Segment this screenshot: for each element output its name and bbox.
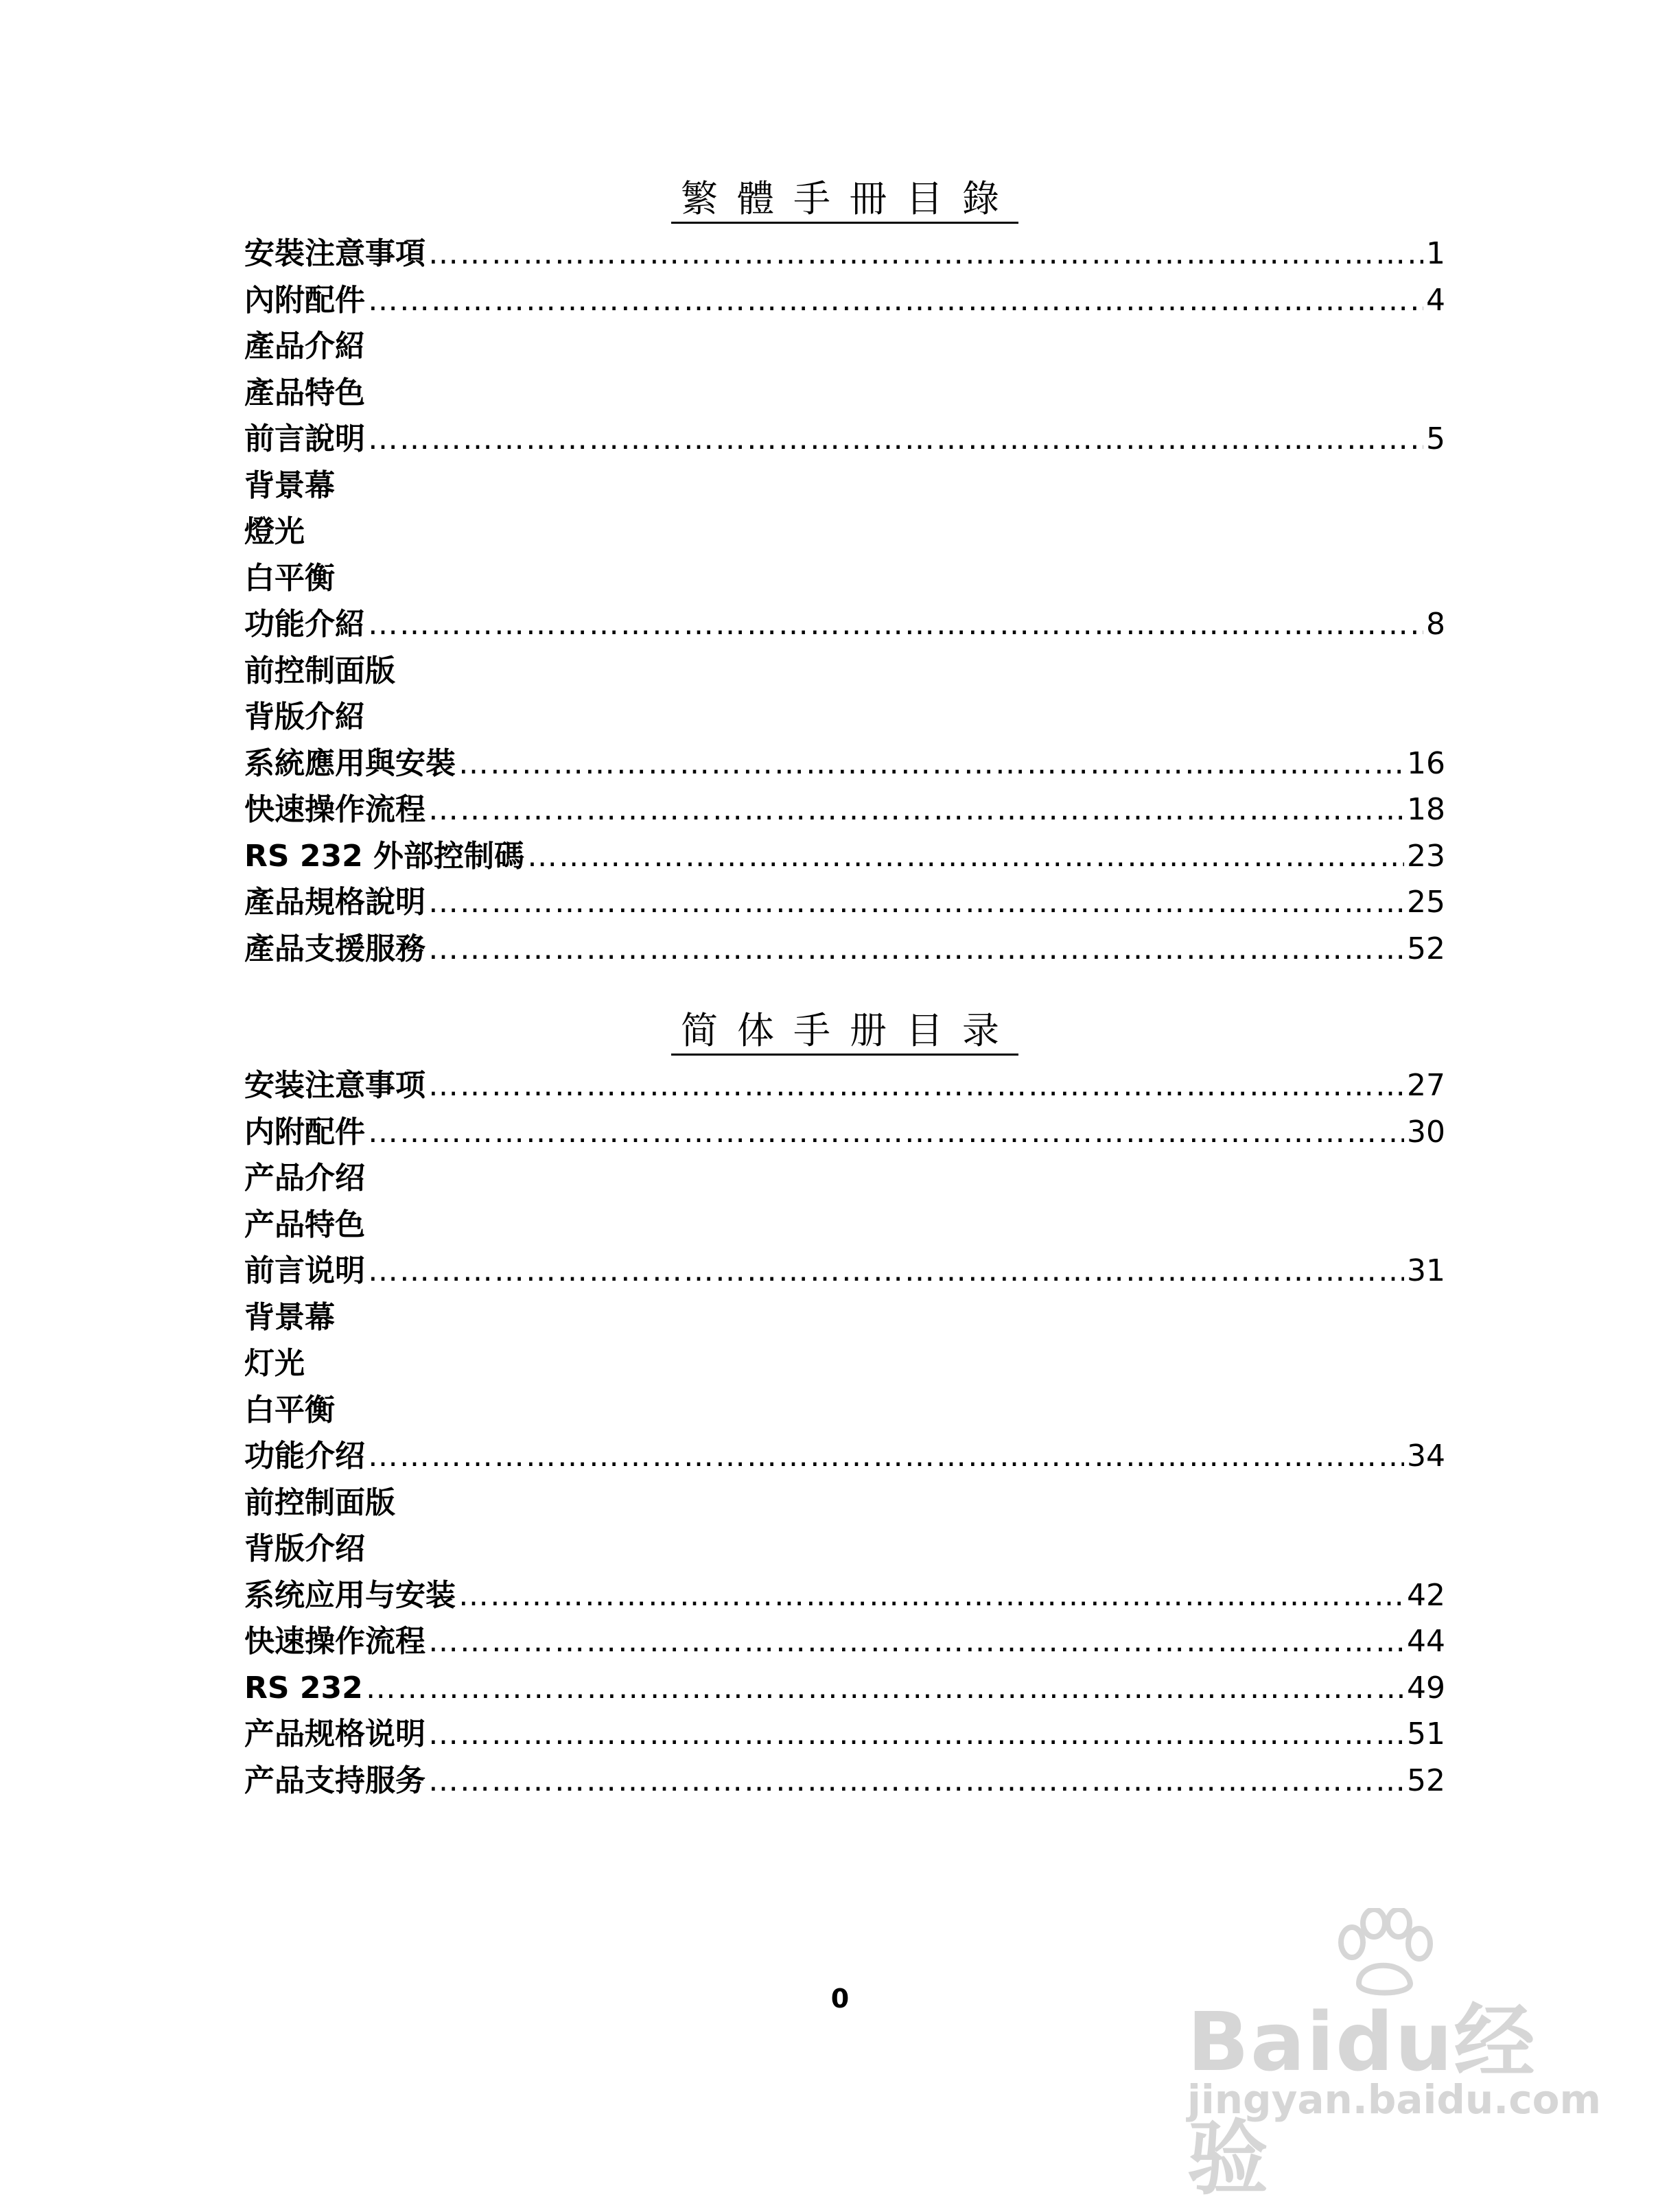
simplified-toc-title: 简体手册目录 (244, 1006, 1445, 1056)
dot-leader (428, 879, 1404, 926)
toc-entry (244, 1340, 1445, 1387)
toc-entry (244, 787, 1445, 833)
simplified-toc-section (244, 1006, 1445, 1804)
dot-leader (428, 1711, 1404, 1758)
toc-entry-label: 产品介绍 (244, 1161, 365, 1196)
dot-leader (458, 1572, 1404, 1619)
toc-entry-label: 背版介紹 (244, 699, 365, 734)
toc-entry-label: 白平衡 (244, 1392, 335, 1428)
toc-entry-page: 16 (1407, 745, 1445, 781)
toc-entry (244, 1618, 1445, 1665)
toc-entry-page: 27 (1407, 1068, 1445, 1103)
toc-entry-page: 23 (1407, 838, 1445, 874)
toc-entry (244, 1711, 1445, 1758)
toc-entry (244, 1387, 1445, 1434)
toc-entry-label: 產品特色 (244, 375, 365, 410)
toc-entry-label: 背景幕 (244, 467, 335, 503)
toc-entry-page: 8 (1426, 607, 1445, 642)
toc-entry (244, 1062, 1445, 1109)
toc-entry-label: 燈光 (244, 514, 305, 549)
watermark-brand: Baidu经验 (1187, 1994, 1537, 2206)
toc-entry-page: 31 (1407, 1253, 1445, 1288)
toc-entry-label: 安装注意事项 (244, 1068, 425, 1103)
toc-entry-label: 产品特色 (244, 1207, 365, 1242)
dot-leader (368, 601, 1423, 648)
traditional-toc-list (244, 231, 1445, 972)
toc-entry (244, 370, 1445, 417)
toc-entry-page: 52 (1407, 931, 1445, 966)
toc-entry (244, 277, 1445, 324)
toc-entry (244, 416, 1445, 463)
toc-entry (244, 1572, 1445, 1619)
toc-entry (244, 833, 1445, 880)
dot-leader (428, 787, 1404, 833)
toc-entry-label: 产品支持服务 (244, 1763, 425, 1798)
toc-entry (244, 231, 1445, 277)
dot-leader (428, 1062, 1404, 1109)
toc-entry (244, 694, 1445, 741)
toc-entry-label: 前控制面版 (244, 653, 395, 688)
dot-leader (458, 741, 1404, 787)
toc-entry-label: 安裝注意事項 (244, 236, 425, 271)
toc-entry-label: 背版介绍 (244, 1531, 365, 1566)
dot-leader (368, 1433, 1404, 1480)
dot-leader (527, 833, 1404, 880)
toc-entry-label: 前言说明 (244, 1253, 365, 1288)
dot-leader (428, 231, 1423, 277)
toc-entry-label: 功能介紹 (244, 607, 365, 642)
toc-entry-page: 52 (1407, 1763, 1445, 1798)
toc-entry-label: 白平衡 (244, 560, 335, 596)
toc-entry-label: 快速操作流程 (244, 1624, 425, 1659)
toc-entry-label: 系统应用与安装 (244, 1577, 456, 1613)
toc-entry-label: 產品介紹 (244, 329, 365, 364)
toc-entry-label: 產品支援服務 (244, 931, 425, 966)
dot-leader (368, 416, 1423, 463)
toc-entry (244, 1758, 1445, 1804)
toc-entry (244, 1294, 1445, 1341)
toc-entry-label: 灯光 (244, 1346, 305, 1381)
toc-entry (244, 1155, 1445, 1202)
toc-entry (244, 648, 1445, 695)
toc-entry (244, 1433, 1445, 1480)
traditional-toc-section (244, 174, 1445, 972)
toc-entry-label: 功能介绍 (244, 1439, 365, 1474)
dot-leader (428, 1758, 1404, 1804)
toc-entry (244, 1248, 1445, 1294)
toc-entry (244, 741, 1445, 787)
traditional-toc-title: 繁體手冊目錄 (244, 174, 1445, 224)
toc-entry (244, 555, 1445, 602)
dot-leader (428, 1618, 1404, 1665)
toc-entry-label: 快速操作流程 (244, 792, 425, 827)
toc-entry (244, 1526, 1445, 1572)
dot-leader (368, 1109, 1404, 1156)
toc-entry-page: 44 (1407, 1624, 1445, 1659)
toc-entry-page: 18 (1407, 792, 1445, 827)
watermark-url: jingyan.baidu.com (1187, 2076, 1601, 2123)
dot-leader (368, 1248, 1404, 1294)
toc-entry-label: 背景幕 (244, 1299, 335, 1335)
toc-entry (244, 1665, 1445, 1712)
page-number: 0 (830, 1984, 850, 2014)
toc-entry-label: 系統應用與安裝 (244, 745, 456, 781)
toc-entry (244, 463, 1445, 509)
toc-entry (244, 1109, 1445, 1156)
toc-entry-page: 30 (1407, 1114, 1445, 1150)
toc-entry-label: 产品规格说明 (244, 1717, 425, 1752)
toc-entry-label: 前言說明 (244, 421, 365, 456)
dot-leader (428, 926, 1404, 973)
toc-entry (244, 323, 1445, 370)
dot-leader (366, 1665, 1404, 1712)
toc-entry-page: 42 (1407, 1577, 1445, 1613)
toc-entry-label: RS 232 (244, 1670, 363, 1706)
toc-entry (244, 926, 1445, 973)
toc-entry-page: 25 (1407, 885, 1445, 920)
toc-entry-page: 1 (1426, 236, 1445, 271)
toc-entry-label: 內附配件 (244, 282, 365, 318)
toc-entry-page: 51 (1407, 1717, 1445, 1752)
toc-entry-page: 49 (1407, 1670, 1445, 1706)
toc-entry (244, 1480, 1445, 1526)
toc-entry (244, 879, 1445, 926)
toc-entry-label: 内附配件 (244, 1114, 365, 1150)
simplified-toc-list (244, 1062, 1445, 1804)
toc-entry-label: RS 232 外部控制碼 (244, 838, 525, 874)
toc-entry-page: 34 (1407, 1439, 1445, 1474)
baidu-watermark (1174, 1908, 1601, 2206)
toc-entry-label: 前控制面版 (244, 1485, 395, 1520)
dot-leader (368, 277, 1423, 324)
toc-entry-page: 4 (1426, 282, 1445, 318)
toc-entry-label: 產品規格說明 (244, 885, 425, 920)
toc-entry (244, 1202, 1445, 1248)
toc-entry (244, 509, 1445, 555)
toc-entry-page: 5 (1426, 421, 1445, 456)
toc-entry (244, 601, 1445, 648)
